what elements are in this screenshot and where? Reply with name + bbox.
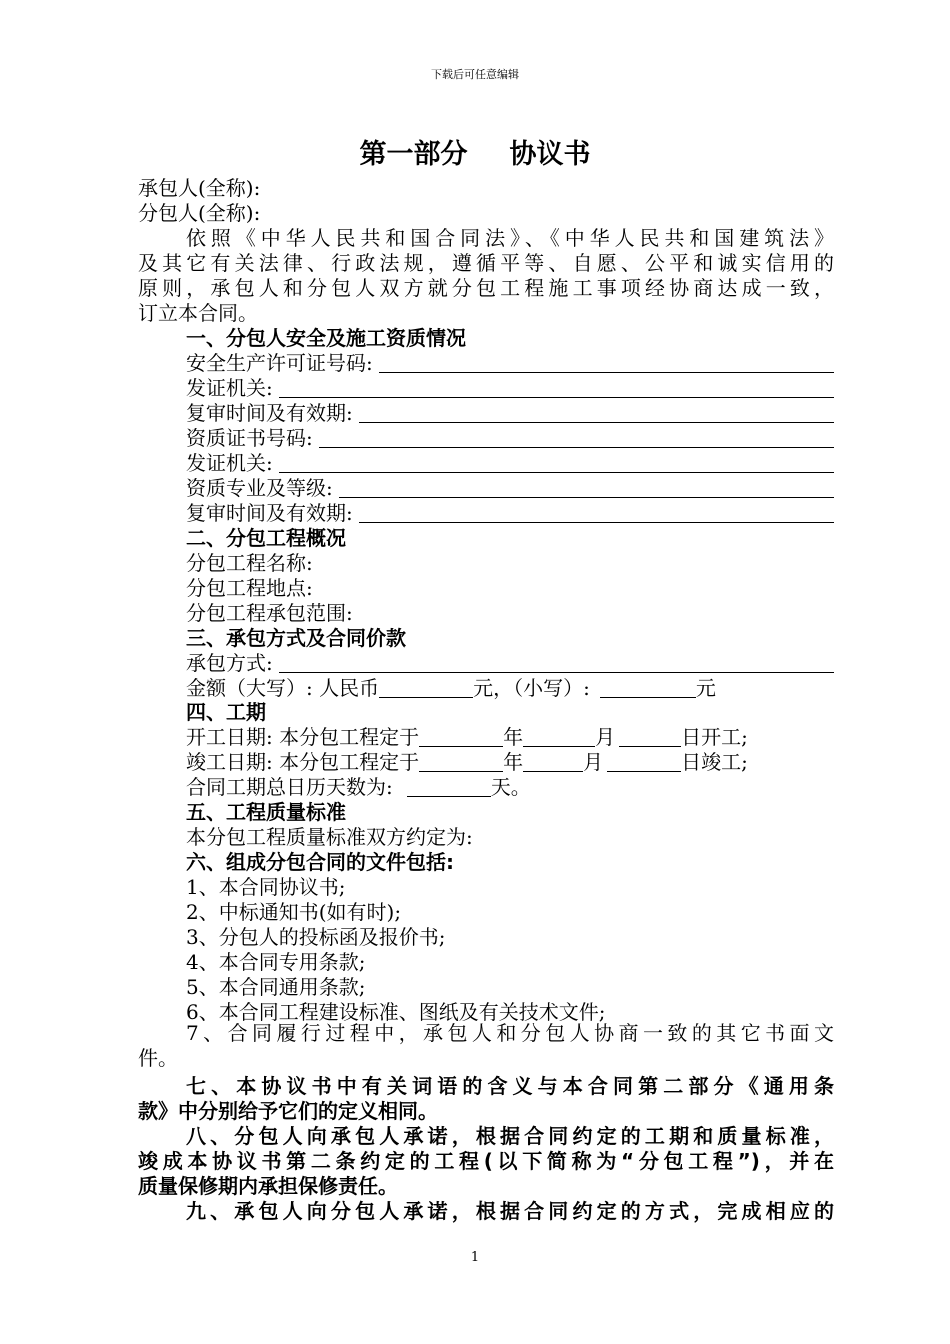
field-qualification-cert: 资质证书号码:: [186, 426, 834, 451]
document-item: 5、本合同通用条款;: [186, 975, 366, 999]
page-header: 下载后可任意编辑: [431, 68, 519, 81]
page-number: 1: [470, 1250, 480, 1265]
field-safety-license: 安全生产许可证号码:: [186, 351, 834, 376]
blank-line: [319, 429, 834, 448]
field-start-date: 开工日期: 本分包工程定于 年 月 日开工;: [186, 725, 748, 749]
document-item: 3、分包人的投标函及报价书;: [186, 925, 446, 949]
field-issuer-2: 发证机关:: [186, 451, 834, 476]
section-7: 七、本协议书中有关词语的含义与本合同第二部分《通用条: [186, 1074, 834, 1098]
intro-line: 原则，承包人和分包人双方就分包工程施工事项经协商达成一致，: [138, 276, 834, 300]
intro-line: 依照《中华人民共和国合同法》、《中华人民共和国建筑法》: [186, 226, 834, 250]
section-8-cont: 竣成本协议书第二条约定的工程(以下简称为“分包工程”)，并在: [138, 1149, 834, 1173]
document-item: 1、本合同协议书;: [186, 875, 346, 899]
field-qualification-grade: 资质专业及等级:: [186, 476, 834, 501]
blank-line: [339, 479, 834, 498]
field-project-name: 分包工程名称:: [186, 551, 313, 575]
section-5-heading: 五、工程质量标准: [186, 800, 346, 824]
page-title: [0, 132, 950, 171]
intro-line: 订立本合同。: [138, 301, 258, 325]
section-2-heading: 二、分包工程概况: [186, 526, 346, 550]
field-contract-amount: 金额（大写）: 人民币 元，（小写）: 元: [186, 676, 716, 700]
section-9: 九、承包人向分包人承诺，根据合同约定的方式，完成相应的: [186, 1199, 834, 1223]
document-item-cont: 件。: [138, 1046, 178, 1070]
blank-line: [619, 728, 681, 747]
section-8: 八、分包人向承包人承诺，根据合同约定的工期和质量标准，: [186, 1124, 834, 1148]
blank-line: [279, 379, 834, 398]
blank-line: [359, 504, 834, 523]
section-8-cont: 质量保修期内承担保修责任。: [138, 1174, 398, 1198]
field-review-period-2: 复审时间及有效期:: [186, 501, 834, 526]
blank-line: [407, 778, 491, 797]
field-contract-mode: 承包方式:: [186, 651, 834, 676]
section-4-heading: 四、工期: [186, 700, 266, 724]
blank-line: [600, 679, 696, 698]
blank-line: [523, 728, 595, 747]
field-end-date: 竣工日期: 本分包工程定于 年 月 日竣工;: [186, 750, 748, 774]
field-issuer: 发证机关:: [186, 376, 834, 401]
title-part: 第一部分: [359, 139, 468, 170]
section-1-heading: 一、分包人安全及施工资质情况: [186, 326, 466, 350]
section-6-heading: 六、组成分包合同的文件包括:: [186, 850, 454, 874]
blank-line: [523, 753, 583, 772]
contractor-line: 承包人(全称):: [138, 176, 261, 200]
document-item: 4、本合同专用条款;: [186, 950, 366, 974]
blank-line: [379, 679, 473, 698]
intro-line: 及其它有关法律、行政法规，遵循平等、自愿、公平和诚实信用的: [138, 251, 834, 275]
blank-line: [419, 728, 503, 747]
field-project-location: 分包工程地点:: [186, 576, 313, 600]
quality-standard-text: 本分包工程质量标准双方约定为:: [186, 825, 473, 849]
blank-line: [359, 404, 834, 423]
field-total-days: 合同工期总日历天数为: 天。: [186, 775, 531, 799]
document-item: 2、中标通知书(如有时);: [186, 900, 402, 924]
blank-line: [379, 354, 834, 373]
section-3-heading: 三、承包方式及合同价款: [186, 626, 406, 650]
blank-line: [419, 753, 503, 772]
section-7-cont: 款》中分别给予它们的定义相同。: [138, 1099, 438, 1123]
blank-line: [279, 454, 834, 473]
blank-line: [607, 753, 681, 772]
field-project-scope: 分包工程承包范围:: [186, 601, 353, 625]
document-item: 6、本合同工程建设标准、图纸及有关技术文件;: [186, 1000, 606, 1024]
blank-line: [279, 654, 834, 673]
field-review-period: 复审时间及有效期:: [186, 401, 834, 426]
subcontractor-line: 分包人(全称):: [138, 201, 261, 225]
document-item: 7、合同履行过程中，承包人和分包人协商一致的其它书面文: [186, 1021, 834, 1045]
title-name: 协议书: [509, 139, 591, 170]
